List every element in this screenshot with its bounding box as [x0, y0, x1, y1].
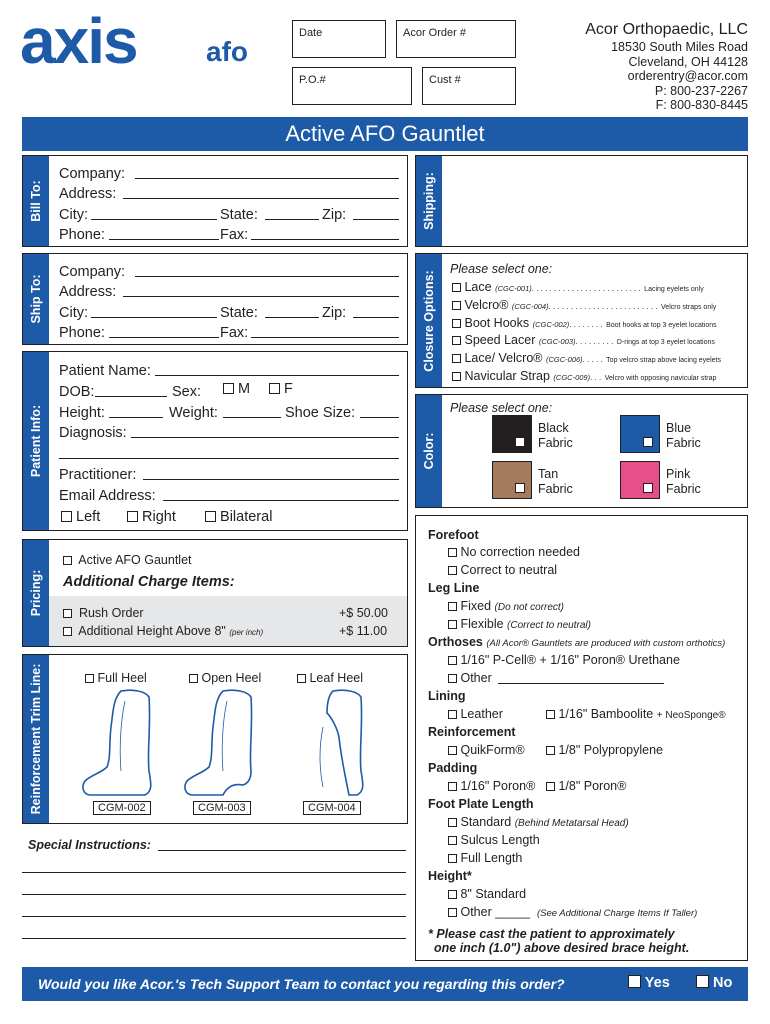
closure-code: (CGC-003): [538, 337, 576, 347]
page-title: Active AFO Gauntlet: [285, 121, 485, 146]
bill-address-line[interactable]: [123, 198, 399, 199]
cast-note-1: * Please cast the patient to approximately: [428, 927, 675, 941]
base-checkbox[interactable]: [63, 556, 72, 565]
closure-label: Closure Options:: [422, 269, 436, 372]
color-checkbox[interactable]: [643, 483, 653, 493]
poron8-label: 1/8" Poron®: [558, 779, 627, 793]
bill-zip-label: Zip:: [322, 207, 347, 223]
correct-neutral-option[interactable]: [448, 563, 557, 577]
extra-height-note: (per inch): [229, 628, 264, 637]
bill-fax-label: Fax:: [220, 227, 249, 243]
address-line1: 18530 South Miles Road: [611, 40, 748, 54]
closure-code: (CGC-009): [553, 373, 591, 382]
pcell-checkbox[interactable]: [448, 656, 457, 665]
poron8-option[interactable]: [546, 779, 626, 793]
color-option[interactable]: [620, 415, 730, 455]
ship-zip-label: Zip:: [322, 305, 347, 321]
closure-name: Navicular Strap: [464, 369, 550, 383]
full-heel-option[interactable]: [85, 671, 147, 685]
ship-to-section: [22, 253, 408, 345]
bill-to-section: [22, 155, 408, 247]
ship-state-label: State:: [220, 305, 258, 321]
dob-line[interactable]: [95, 396, 167, 397]
open-heel-checkbox[interactable]: [189, 674, 198, 683]
other-height-note: (See Additional Charge Items If Taller): [536, 908, 698, 919]
extra-height-label: Additional Height Above 8": [78, 624, 226, 638]
closure-option[interactable]: [452, 333, 715, 347]
closure-dots: . . .: [590, 373, 602, 382]
patient-name-line[interactable]: [155, 375, 399, 376]
bill-to-tab: [23, 156, 49, 246]
closure-checkbox[interactable]: [452, 354, 461, 363]
shoe-size-label: Shoe Size:: [285, 405, 356, 421]
shipping-section[interactable]: [415, 155, 748, 247]
ship-fax-label: Fax:: [220, 325, 249, 341]
code-full-heel: CGM-002: [93, 801, 151, 815]
color-tab: [416, 395, 442, 507]
left-checkbox[interactable]: [61, 511, 72, 522]
color-name: Pink: [666, 467, 691, 481]
code-open-heel: CGM-003: [193, 801, 251, 815]
flexible-checkbox[interactable]: [448, 620, 457, 629]
closure-name: Velcro®: [464, 297, 509, 312]
email-label: Email Address:: [59, 488, 156, 504]
closure-checkbox[interactable]: [452, 301, 461, 310]
left-label: Left: [76, 509, 101, 525]
closure-note: Velcro with opposing navicular strap: [604, 375, 717, 382]
color-label: Color:: [422, 432, 436, 470]
color-name: Blue: [666, 421, 692, 435]
polypro-label: 1/8" Polypropylene: [558, 743, 663, 757]
closure-dots: . . . . . . . . .: [575, 337, 614, 347]
orthoses-other-line[interactable]: [498, 683, 664, 684]
full-length-option[interactable]: [448, 851, 522, 865]
quikform-option[interactable]: [448, 743, 525, 757]
logo: [20, 5, 260, 77]
other-height-label: Other _____: [460, 905, 530, 919]
additional-heading: Additional Charge Items:: [63, 574, 235, 590]
bill-company-label: Company:: [59, 166, 126, 182]
color-name: Black: [538, 421, 569, 435]
footer-no-option[interactable]: [696, 975, 732, 991]
date-field[interactable]: [292, 20, 386, 58]
standard-note: (Behind Metatarsal Head): [514, 818, 629, 829]
pricing-section: [22, 539, 408, 647]
bill-state-line[interactable]: [265, 219, 319, 220]
practitioner-line[interactable]: [143, 479, 399, 480]
patient-name-label: Patient Name:: [59, 363, 151, 379]
special-line-5[interactable]: [22, 938, 406, 939]
diagnosis-line2[interactable]: [59, 458, 399, 459]
special-line-4[interactable]: [22, 916, 406, 917]
height-line[interactable]: [109, 417, 163, 418]
leather-checkbox[interactable]: [448, 710, 457, 719]
color-swatch[interactable]: [492, 415, 532, 453]
fixed-checkbox[interactable]: [448, 602, 457, 611]
dob-label: DOB:: [59, 384, 95, 400]
open-heel-option[interactable]: [189, 671, 261, 685]
footer-no-checkbox[interactable]: [696, 975, 709, 988]
flexible-option[interactable]: [448, 617, 591, 631]
sex-f-checkbox[interactable]: [269, 383, 280, 394]
fixed-note: (Do not correct): [494, 602, 565, 613]
closure-note: D-rings at top 3 eyelet locations: [616, 339, 715, 347]
weight-line[interactable]: [223, 417, 281, 418]
bill-zip-line[interactable]: [353, 219, 399, 220]
closure-code: (CGC-001): [495, 284, 532, 293]
ship-address-label: Address:: [59, 284, 117, 300]
base-item[interactable]: [63, 553, 192, 567]
color-swatch[interactable]: [620, 461, 660, 499]
closure-dots: . . . . . . . .: [569, 319, 603, 329]
color-checkbox[interactable]: [643, 437, 653, 447]
pricing-tab: [23, 540, 49, 646]
full-heel-diagram: [81, 687, 171, 805]
flexible-label: Flexible: [460, 617, 504, 631]
color-option[interactable]: [492, 461, 602, 501]
spec-section: [415, 515, 748, 961]
color-option[interactable]: [620, 461, 730, 501]
bill-fax-line[interactable]: [251, 239, 399, 240]
sex-f-option[interactable]: [269, 381, 293, 397]
color-option[interactable]: [492, 415, 602, 455]
ship-city-line[interactable]: [91, 317, 217, 318]
reinforcement-heading: Reinforcement: [428, 725, 516, 739]
rush-price: +$ 50.00: [339, 606, 389, 620]
other-height-checkbox[interactable]: [448, 908, 457, 917]
diagnosis-label: Diagnosis:: [59, 425, 127, 441]
flexible-note: (Correct to neutral): [507, 620, 591, 631]
closure-code: (CGC-006): [545, 355, 583, 365]
orthoses-row: [428, 635, 725, 649]
eight-standard-label: 8" Standard: [460, 887, 527, 901]
full-length-label: Full Length: [460, 851, 523, 865]
closure-name: Lace: [464, 280, 492, 294]
color-prompt: Please select one:: [450, 401, 553, 415]
shoe-size-line[interactable]: [360, 417, 399, 418]
full-heel-checkbox[interactable]: [85, 674, 94, 683]
ship-company-line[interactable]: [135, 276, 399, 277]
ship-company-label: Company:: [59, 264, 126, 280]
closure-note: Velcro straps only: [661, 303, 717, 311]
closure-name: Boot Hooks: [464, 315, 530, 330]
quikform-checkbox[interactable]: [448, 746, 457, 755]
acor-order-label: Acor Order #: [403, 27, 466, 39]
footer-yes-option[interactable]: [628, 975, 670, 991]
closure-option[interactable]: [452, 280, 704, 294]
right-checkbox[interactable]: [127, 511, 138, 522]
full-length-checkbox[interactable]: [448, 854, 457, 863]
sex-m-option[interactable]: [223, 381, 250, 397]
footer-no-label: No: [713, 975, 733, 991]
polypro-option[interactable]: [546, 743, 663, 757]
company-fax: F: 800-830-8445: [655, 98, 748, 113]
address-line2: Cleveland, OH 44128: [628, 54, 748, 69]
footer-yes-checkbox[interactable]: [628, 975, 641, 988]
sex-f-label: F: [284, 381, 293, 397]
orthoses-note: (All Acor® Gauntlets are produced with custom orthotics): [486, 638, 726, 649]
eight-standard-checkbox[interactable]: [448, 890, 457, 899]
closure-name: Speed Lacer: [464, 333, 536, 348]
no-correction-checkbox[interactable]: [448, 548, 457, 557]
base-label: Active AFO Gauntlet: [78, 553, 192, 567]
practitioner-label: Practitioner:: [59, 467, 137, 483]
ship-state-line[interactable]: [265, 317, 319, 318]
ship-fax-line[interactable]: [251, 337, 399, 338]
bilateral-label: Bilateral: [220, 509, 273, 525]
logo-sub: afo: [206, 36, 248, 67]
po-label: P.O.#: [299, 74, 326, 86]
standard-option[interactable]: [448, 815, 629, 829]
color-material: Fabric: [666, 436, 701, 450]
orthoses-other-checkbox[interactable]: [448, 674, 457, 683]
pricing-label: Pricing:: [29, 569, 43, 617]
color-material: Fabric: [538, 436, 573, 450]
special-line-3[interactable]: [22, 894, 406, 895]
closure-note: Lacing eyelets only: [644, 286, 704, 293]
footer-yes-label: Yes: [644, 975, 670, 991]
closure-checkbox[interactable]: [452, 336, 461, 345]
ship-to-label: Ship To:: [29, 274, 43, 324]
closure-checkbox[interactable]: [452, 319, 461, 328]
rush-checkbox[interactable]: [63, 609, 72, 618]
closure-code: (CGC-004): [511, 301, 549, 311]
height-item[interactable]: [63, 624, 263, 638]
bill-state-label: State:: [220, 207, 258, 223]
rush-label: Rush Order: [78, 606, 144, 620]
closure-prompt: Please select one:: [450, 262, 553, 276]
open-heel-label: Open Heel: [201, 671, 262, 685]
closure-note: Top velcro strap above lacing eyelets: [606, 357, 721, 365]
email-line[interactable]: [163, 500, 399, 501]
title-bar: [22, 117, 748, 151]
leaf-heel-diagram: [293, 687, 383, 805]
leaf-heel-option[interactable]: [297, 671, 363, 685]
fixed-option[interactable]: [448, 599, 564, 613]
ship-city-label: City:: [59, 305, 88, 321]
cust-field[interactable]: [422, 67, 516, 105]
height-heading: Height*: [428, 869, 472, 883]
sulcus-label: Sulcus Length: [460, 833, 540, 847]
footer-bar: [22, 967, 748, 1001]
full-heel-label: Full Heel: [97, 671, 147, 685]
bill-company-line[interactable]: [135, 178, 399, 179]
other-height-option[interactable]: [448, 905, 697, 919]
height-label: Height:: [59, 405, 105, 421]
bilateral-option[interactable]: [205, 509, 272, 525]
po-field[interactable]: [292, 67, 412, 105]
leather-option[interactable]: [448, 707, 503, 721]
special-line-2[interactable]: [22, 872, 406, 873]
color-section: [415, 394, 748, 508]
cast-note-2: one inch (1.0") above desired brace height.: [434, 941, 690, 955]
color-swatch[interactable]: [492, 461, 532, 499]
right-option[interactable]: [127, 509, 176, 525]
correct-neutral-checkbox[interactable]: [448, 566, 457, 575]
sex-label: Sex:: [172, 384, 202, 400]
forefoot-heading: Forefoot: [428, 528, 479, 542]
extra-height-price: +$ 11.00: [339, 624, 388, 638]
closure-option[interactable]: [452, 351, 721, 365]
ship-to-tab: [23, 254, 49, 344]
closure-tab: [416, 254, 442, 387]
leather-label: Leather: [460, 707, 503, 721]
special-line-1[interactable]: [158, 850, 406, 851]
right-label: Right: [142, 509, 176, 525]
pcell-option[interactable]: [448, 653, 680, 667]
logo-main: axis: [20, 5, 137, 77]
closure-dots: . . . . . . . . . . . . . . . . . . . . . . . . .: [548, 301, 658, 311]
poron16-checkbox[interactable]: [448, 782, 457, 791]
closure-option[interactable]: [452, 316, 717, 330]
bilateral-checkbox[interactable]: [205, 511, 216, 522]
poron8-checkbox[interactable]: [546, 782, 555, 791]
leaf-heel-label: Leaf Heel: [309, 671, 363, 685]
open-heel-diagram: [183, 687, 273, 805]
closure-checkbox[interactable]: [452, 372, 461, 381]
date-label: Date: [299, 27, 323, 39]
closure-option[interactable]: [452, 369, 716, 383]
patient-tab: [23, 352, 49, 530]
company-name: Acor Orthopaedic, LLC: [585, 21, 748, 38]
bamboolite-option[interactable]: [546, 707, 726, 721]
bamboolite-label: 1/16" Bamboolite: [558, 707, 654, 721]
diagnosis-line1[interactable]: [131, 437, 399, 438]
color-checkbox[interactable]: [515, 437, 525, 447]
padding-heading: Padding: [428, 761, 478, 775]
standard-label: Standard: [460, 815, 512, 829]
rush-item[interactable]: [63, 606, 144, 620]
leaf-heel-checkbox[interactable]: [297, 674, 306, 683]
company-email: orderentry@acor.com: [627, 69, 748, 84]
cust-label: Cust #: [429, 74, 461, 86]
pcell-label: 1/16" P-Cell® + 1/16" Poron® Urethane: [460, 653, 680, 667]
trim-section: [22, 654, 408, 824]
poron16-label: 1/16" Poron®: [460, 779, 536, 793]
poron16-option[interactable]: [448, 779, 535, 793]
polypro-checkbox[interactable]: [546, 746, 555, 755]
sex-m-checkbox[interactable]: [223, 383, 234, 394]
no-correction-option[interactable]: [448, 545, 580, 559]
bill-address-label: Address:: [59, 186, 117, 202]
trim-label: Reinforcement Trim Line:: [29, 663, 43, 815]
neosponge-label: + NeoSponge®: [656, 710, 726, 721]
color-swatch[interactable]: [620, 415, 660, 453]
shipping-label: Shipping:: [422, 172, 436, 230]
extra-height-checkbox[interactable]: [63, 627, 72, 636]
closure-section: [415, 253, 748, 388]
ship-address-line[interactable]: [123, 296, 399, 297]
sulcus-checkbox[interactable]: [448, 836, 457, 845]
ship-zip-line[interactable]: [353, 317, 399, 318]
color-material: Fabric: [666, 482, 701, 496]
orthoses-other-label: Other: [460, 671, 492, 685]
bill-phone-line[interactable]: [109, 239, 219, 240]
quikform-label: QuikForm®: [460, 743, 525, 757]
code-leaf-heel: CGM-004: [303, 801, 361, 815]
lining-heading: Lining: [428, 689, 466, 703]
standard-checkbox[interactable]: [448, 818, 457, 827]
color-name: Tan: [538, 467, 559, 481]
closure-checkbox[interactable]: [452, 283, 461, 292]
color-checkbox[interactable]: [515, 483, 525, 493]
closure-dots: . . . . .: [582, 355, 603, 365]
color-material: Fabric: [538, 482, 573, 496]
closure-option[interactable]: [452, 298, 716, 312]
bill-city-label: City:: [59, 207, 88, 223]
correct-neutral-label: Correct to neutral: [460, 563, 558, 577]
sulcus-option[interactable]: [448, 833, 540, 847]
special-instructions-label: Special Instructions:: [28, 838, 151, 852]
closure-note: Boot hooks at top 3 eyelet locations: [606, 321, 717, 329]
acor-order-field[interactable]: [396, 20, 516, 58]
shipping-tab: [416, 156, 442, 246]
sex-m-label: M: [238, 381, 251, 397]
ship-phone-label: Phone:: [59, 325, 105, 341]
closure-code: (CGC-002): [532, 319, 570, 329]
trim-tab: [23, 655, 49, 823]
no-correction-label: No correction needed: [460, 545, 581, 559]
company-phone: P: 800-237-2267: [654, 83, 748, 98]
left-option[interactable]: [61, 509, 100, 525]
eight-standard-option[interactable]: [448, 887, 526, 901]
bill-phone-label: Phone:: [59, 227, 105, 243]
bill-city-line[interactable]: [91, 219, 217, 220]
orthoses-heading: Orthoses: [428, 635, 483, 649]
closure-name: Lace/ Velcro®: [464, 351, 543, 366]
patient-section: [22, 351, 408, 531]
weight-label: Weight:: [169, 405, 218, 421]
orthoses-other-option[interactable]: [448, 671, 492, 685]
fixed-label: Fixed: [460, 599, 492, 613]
company-address: [585, 20, 748, 113]
ship-phone-line[interactable]: [109, 337, 219, 338]
bill-to-label: Bill To:: [29, 180, 43, 222]
bamboolite-checkbox[interactable]: [546, 710, 555, 719]
footplate-heading: Foot Plate Length: [428, 797, 534, 811]
closure-dots: . . . . . . . . . . . . . . . . . . . . . . . . .: [531, 284, 641, 293]
additional-items-band: [49, 596, 407, 646]
patient-label: Patient Info:: [29, 404, 43, 478]
footer-question: Would you like Acor.'s Tech Support Team to contact you regarding this order?: [38, 976, 565, 992]
leg-line-heading: Leg Line: [428, 581, 480, 595]
